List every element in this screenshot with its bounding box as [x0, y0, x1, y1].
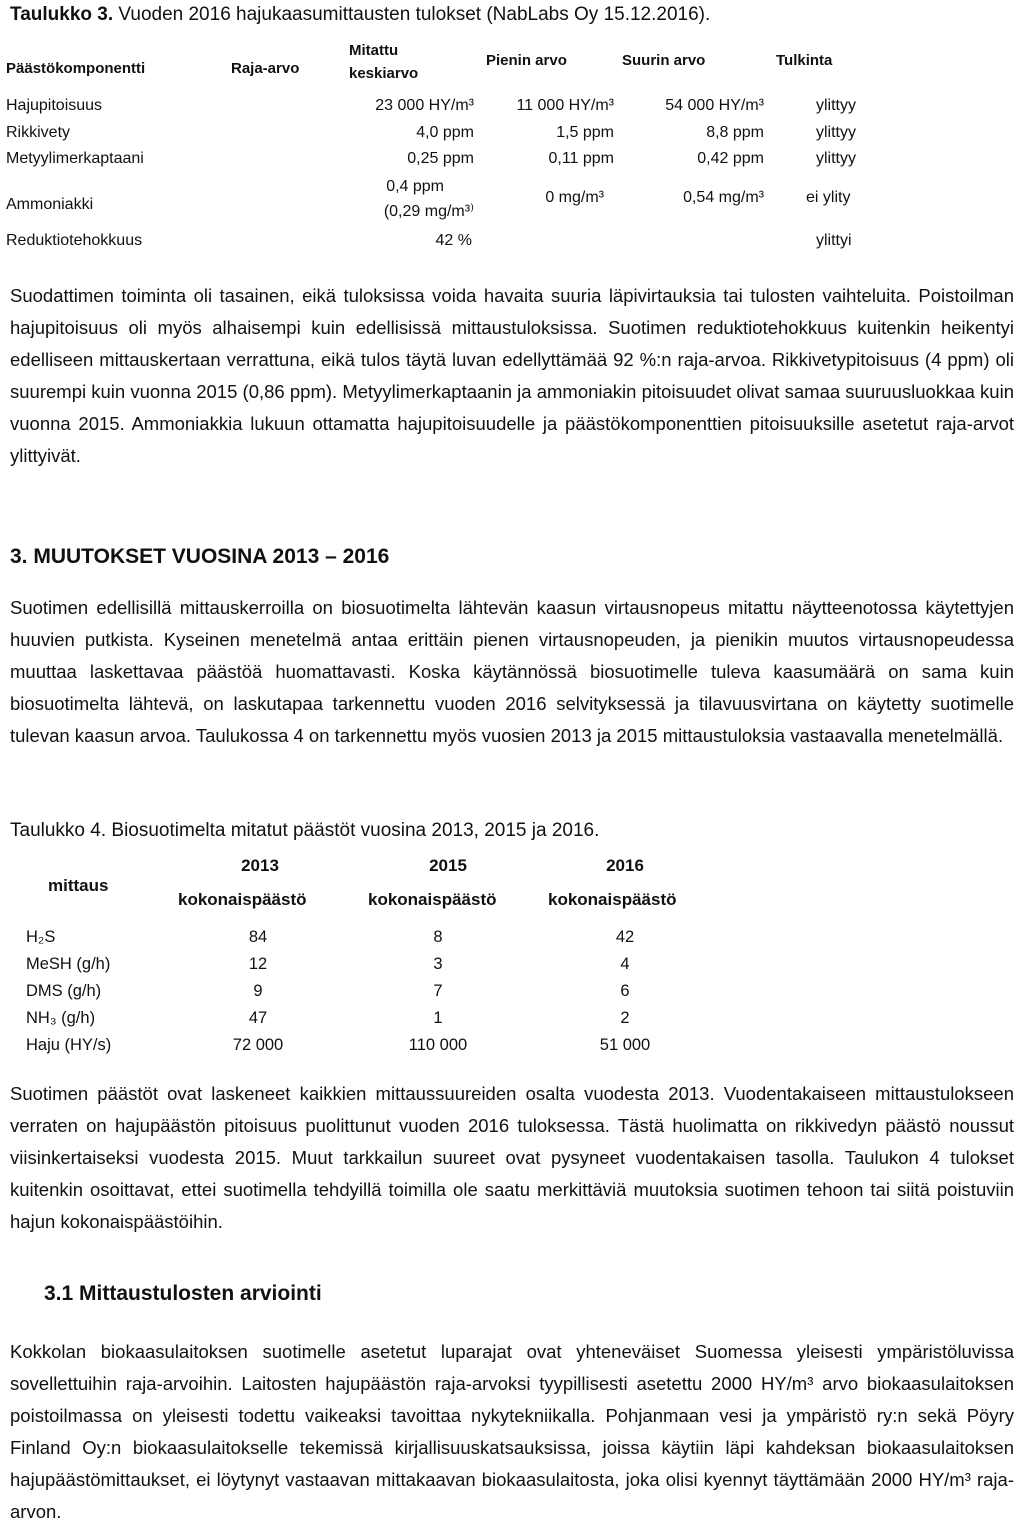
table3-row1-mean: 23 000 HY/m³: [375, 97, 474, 114]
table3-row3-min: 0,11 ppm: [548, 150, 614, 167]
table3-row3-mean: 0,25 ppm: [407, 150, 474, 167]
table4-row3-2015: 7: [433, 982, 443, 1000]
table3-row3-max: 0,42 ppm: [697, 150, 764, 167]
table3-row4-component: Ammoniakki: [6, 196, 94, 213]
table4-row4-2016: 2: [620, 1009, 630, 1027]
table4-row5-2015: 110 000: [408, 1036, 468, 1054]
table3-header-min: Pienin arvo: [486, 52, 567, 69]
table3-row5-interpretation: ylittyi: [816, 232, 852, 249]
table3-row3-component: Metyylimerkaptaani: [6, 150, 144, 167]
table3-row1-interpretation: ylittyy: [816, 97, 856, 114]
table4-row4-label: NH₃ (g/h): [26, 1009, 96, 1027]
table4-row2-2013: 12: [248, 955, 268, 973]
paragraph-measurement-method: Suotimen edellisillä mittauskerroilla on biosuotimelta lähtevän kaasun virtausnopeus mitattu näytteenotossa käytettyjen huuvien putkista. Kyseinen menetelmä antaa erittäin pienen virtausnopeuden, ja pienikin muutos virtausnopeudessa muuttaa laskettavaa päästöä huomattavasti. Koska käytännössä biosuotimelle tuleva kaasumäärä on sama kuin biosuotimelta lähtevä, on laskutapaa tarkennettu vuoden 2016 selvityksessä ja tilavuusvirtana on käytetty suotimelle tulevan kaasun arvoa. Taulukossa 4 on tarkennettu myös vuosien 2013 ja 2015 mittaustuloksia vastaavalla menetelmällä.: [10, 597, 1014, 746]
table4-row4-2013: 47: [248, 1009, 268, 1027]
table3-row2-component: Rikkivety: [6, 124, 71, 141]
table4-row2-2015: 3: [433, 955, 443, 973]
table3-caption-text: Vuoden 2016 hajukaasumittausten tulokset (NabLabs Oy 15.12.2016).: [118, 4, 711, 25]
table3-header-component: Päästökomponentti: [6, 60, 146, 77]
table3-caption-label: Taulukko 3.: [10, 4, 114, 25]
table3-row3-interpretation: ylittyy: [816, 150, 856, 167]
table4-row2-label: MeSH (g/h): [26, 955, 111, 973]
table4-row1-2015: 8: [433, 928, 443, 946]
table4-row5-2013: 72 000: [232, 1036, 284, 1054]
table4-row1-label: H₂S: [26, 928, 56, 946]
table4-header-year-2016: 2016: [606, 856, 644, 875]
paragraph-emission-trends: Suotimen päästöt ovat laskeneet kaikkien mittaussuureiden osalta vuodesta 2013. Vuodentakaiseen mittaustulokseen verraten on hajupäästön pitoisuus puolittunut vuoden 2016 tuloksessa. Tästä huolimatta on rikkivedyn päästö noussut viisinkertaiseksi vuodesta 2015. Muut tarkkailun suureet ovat pysyneet vuodentakaisen tasolla. Taulukon 4 tulokset kuitenkin osoittavat, ettei suotimella tehdyillä toimilla ole saatu merkittäviä muutoksia suotimen tehoon tai siitä poistuviin hajun kokonaispäästöihin.: [10, 1083, 1014, 1232]
table3-row4-interpretation: ei ylity: [806, 189, 851, 206]
section-heading-evaluation: 3.1 Mittaustulosten arviointi: [44, 1282, 322, 1305]
table4-row3-2016: 6: [620, 982, 630, 1000]
table4-header-measure: mittaus: [48, 876, 109, 895]
table3-row1-component: Hajupitoisuus: [6, 97, 103, 114]
table4-row3-2013: 9: [253, 982, 263, 1000]
section-heading-changes: 3. MUUTOKSET VUOSINA 2013 – 2016: [10, 545, 390, 568]
table4-row2-2016: 4: [620, 955, 630, 973]
table3-row1-min: 11 000 HY/m³: [516, 97, 614, 114]
table4-row4-2015: 1: [433, 1009, 443, 1027]
table3-row2-interpretation: ylittyy: [816, 124, 856, 141]
table4-row5-2016: 51 000: [599, 1036, 651, 1054]
table3-row5-mean: 42 %: [435, 232, 472, 249]
table3-header-measured-2: keskiarvo: [349, 65, 419, 82]
table3-row1-max: 54 000 HY/m³: [665, 97, 764, 114]
table3-caption: [10, 4, 710, 26]
table4-header-year-2015: 2015: [429, 856, 467, 875]
table3-row4-mean-2: (0,29 mg/m³⁾: [383, 203, 474, 220]
table4-row1-2016: 42: [615, 928, 635, 946]
table4-row3-label: DMS (g/h): [26, 982, 102, 1000]
table3-header-limit: Raja-arvo: [231, 60, 300, 77]
table4-row1-2013: 84: [248, 928, 268, 946]
table4-subheader-2015: kokonaispäästö: [368, 890, 497, 909]
table3-header-max: Suurin arvo: [622, 52, 706, 69]
paragraph-filter-operation: Suodattimen toiminta oli tasainen, eikä tuloksissa voida havaita suuria läpivirtauksia tai tulosten vaihteluita. Poistoilman hajupitoisuus oli myös alhaisempi kuin edellisissä mittaustuloksissa. Suotimen reduktiotehokkuus kuitenkin heikentyi edelliseen mittauskertaan verrattuna, eikä tulos täytä luvan edellyttämää 92 %:n raja-arvoa. Rikkivetypitoisuus (4 ppm) oli suurempi kuin vuonna 2015 (0,86 ppm). Metyylimerkaptaanin ja ammoniakin pitoisuudet olivat samaa suuruusluokkaa kuin vuonna 2015. Ammoniakkia lukuun ottamatta hajupitoisuudelle ja päästökomponenttien pitoisuuksille asetetut raja-arvot ylittyivät.: [10, 285, 1014, 466]
table3-header-interpretation: Tulkinta: [776, 52, 833, 69]
table4-subheader-2016: kokonaispäästö: [548, 890, 677, 909]
table3-row4-mean: 0,4 ppm: [386, 178, 444, 195]
table3-row2-mean: 4,0 ppm: [416, 124, 474, 141]
table4-caption: Taulukko 4. Biosuotimelta mitatut päästöt vuosina 2013, 2015 ja 2016.: [10, 820, 600, 841]
table3-row2-max: 8,8 ppm: [706, 124, 764, 141]
table3-row5-component: Reduktiotehokkuus: [6, 232, 143, 249]
table3-row4-min: 0 mg/m³: [545, 189, 604, 206]
table4-header-year-2013: 2013: [241, 856, 279, 875]
table3-row4-max: 0,54 mg/m³: [683, 189, 764, 206]
paragraph-permit-limits: Kokkolan biokaasulaitoksen suotimelle asetetut luparajat ovat yhteneväiset Suomessa yleisesti ympäristöluvissa sovellettuihin raja-arvoihin. Laitosten hajupäästön raja-arvoksi tyypillisesti asetettu 2000 HY/m³ arvo biokaasulaitoksen poistoilmassa on yleisesti todettu vaikeaksi tavoittaa nykytekniikalla. Pohjanmaan vesi ja ympäristö ry:n sekä Pöyry Finland Oy:n biokaasulaitokselle tekemissä kirjallisuuskatsauksissa, joissa käytiin läpi kahdeksan biokaasulaitoksen hajupäästömittaukset, ei löytynyt vastaavan mittakaavan biokaasulaitosta, joka olisi kyennyt täyttämään 2000 HY/m³ raja-arvon.: [10, 1341, 1014, 1522]
table3-header-measured: Mitattu: [349, 42, 399, 59]
table4-subheader-2013: kokonaispäästö: [178, 890, 307, 909]
table3-row2-min: 1,5 ppm: [556, 124, 614, 141]
table4-row5-label: Haju (HY/s): [26, 1036, 112, 1054]
